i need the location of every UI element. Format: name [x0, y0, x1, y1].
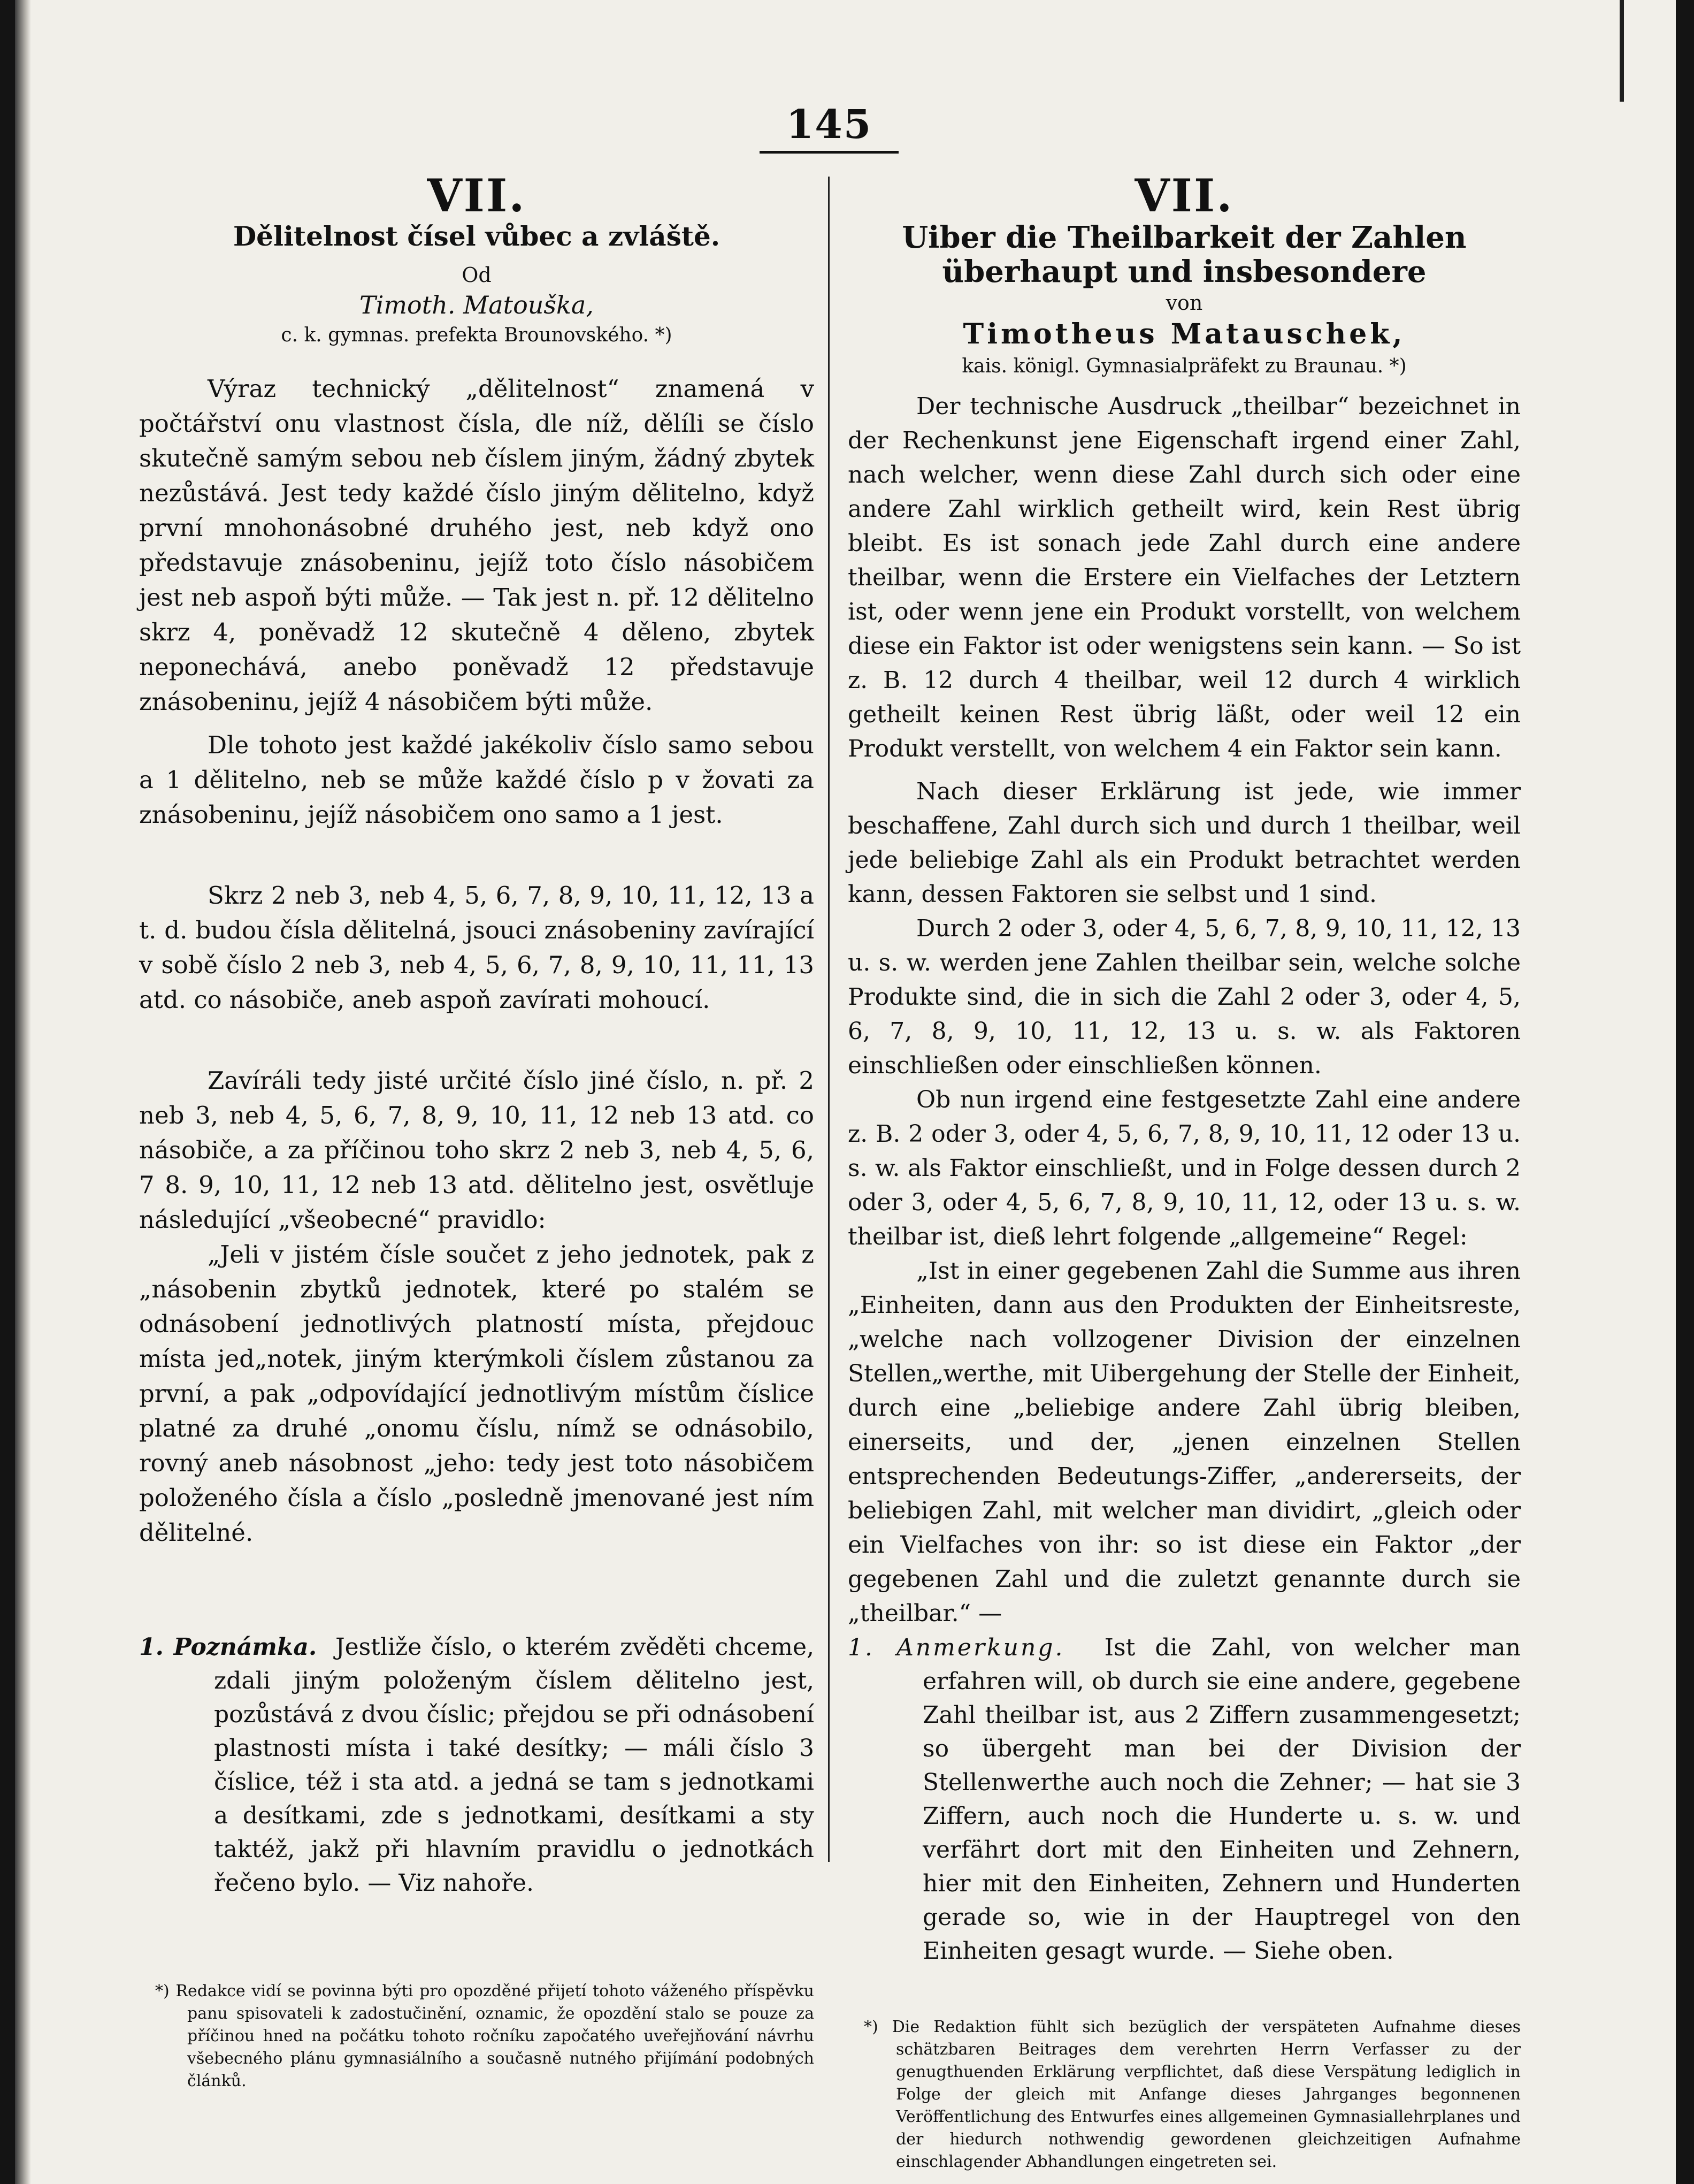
section-number: VII.: [427, 169, 526, 222]
note-text: Ist die Zahl, von welcher man erfahren will, ob durch sie eine andere, gegebene Zahl theilbar ist, aus 2 Ziffern zusammengesetzt; so übergeht man bei der Division der Stellenwerthe auch noch die Zehner; — hat sie 3 Ziffern, auch noch die Hunderte u. s. w. und verfährt dort mit den Einheiten und Zehnern, hier mit den Einheiten, Zehnern und Hunderten gerade so, wie in der Hauptregel von den Einheiten gesagt wurde. — Siehe oben.: [923, 1634, 1521, 1965]
page-number: 145: [786, 102, 872, 148]
rule-quote: „Jeli v jistém čísle součet z jeho jednotek, pak z „násobenin zbytků jednotek, které po stalém se odnásobení jednotlivých platností místa, přejdouc místa jed„notek, jiným kterýmkoli číslem zůstanou za první, a pak „odpovídající jednotlivým místům číslice platné za druhé „onomu číslu, nímž se odnásobilo, rovný aneb násobnost „jeho: tedy jest toto násobičem položeného čísla a číslo „posledně jmenované jest ním dělitelné.: [139, 1240, 814, 1547]
right-column: [848, 171, 1521, 2173]
by-line: von: [1166, 291, 1203, 315]
paragraph: Der technische Ausdruck „theilbar“ bezeichnet in der Rechenkunst jene Eigenschaft irgend einer Zahl, nach welcher, wenn diese Zahl durch sich oder eine andere Zahl wirklich getheilt wird, kein Rest übrig bleibt. Es ist sonach jede Zahl durch eine andere theilbar, wenn die Erstere ein Vielfaches der Letztern ist, oder wenn jene ein Produkt vorstellt, von welchem diese ein Faktor ist oder wenigstens sein kann. — So ist z. B. 12 durch 4 theilbar, weil 12 durch 4 wirklich getheilt keinen Rest übrig läßt, oder weil 12 ein Produkt verstellt, von welchem 4 ein Faktor sein kann.: [848, 393, 1521, 762]
paragraph: Skrz 2 neb 3, neb 4, 5, 6, 7, 8, 9, 10, 11, 12, 13 a t. d. budou čísla dělitelná, jsouci znásobeniny zavírající v sobě číslo 2 neb 3, neb 4, 5, 6, 7, 8, 9, 10, 11, 11, 13 atd. co násobiče, aneb aspoň zavírati mohoucí.: [139, 881, 814, 1014]
column-divider: [828, 177, 830, 1862]
note: [139, 1630, 814, 1900]
paragraph: Výraz technický „dělitelnost“ znamená v počtářství onu vlastnost čísla, dle níž, dělíli se číslo skutečně samým sebou neb číslem jiným, žádný zbytek nezůstává. Jest tedy každé číslo jiným dělitelno, když první mnohonásobné druhého jest, neb když ono představuje znásobeninu, jejíž toto číslo násobičem jest neb aspoň býti může. — Tak jest n. př. 12 dělitelno skrz 4, poněvadž 12 skutečně 4 děleno, zbytek neponechává, anebo poněvadž 12 představuje znásobeninu, jejíž 4 násobičem býti může.: [139, 375, 814, 716]
author-affiliation: c. k. gymnas. prefekta Brounovského. *): [281, 324, 672, 346]
paragraph: Nach dieser Erklärung ist jede, wie immer beschaffene, Zahl durch sich und durch 1 theilbar, weil jede beliebige Zahl als ein Produkt betrachtet werden kann, dessen Faktoren sie selbst und 1 sind.: [848, 778, 1521, 908]
page-number-rule: [760, 151, 899, 154]
note-label: 1. Poznámka.: [139, 1633, 317, 1661]
author-name: Timotheus Matauschek,: [963, 318, 1406, 350]
article-title: Uiber die Theilbarkeit der Zahlen überhaupt und insbesondere: [902, 220, 1467, 289]
note: [848, 1631, 1521, 1968]
by-line: Od: [462, 263, 492, 287]
author-name: Timoth. Matouška,: [359, 291, 594, 319]
note-text: Jestliže číslo, o kterém zvěděti chceme, zdali jiným položeným číslem dělitelno jest, pozůstává z dvou číslic; přejdou se při odnásobení plastnosti místa i také desítky; — máli číslo 3 číslice, též i sta atd. a jedná se tam s jednotkami a desítkami, zde s jednotkami, desítkami a sty taktéž, jakž při hlavním pravidlu o jednotkách řečeno bylo. — Viz nahoře.: [214, 1633, 814, 1897]
left-column: [139, 171, 814, 2093]
binding-edge: [15, 0, 31, 2184]
note-label: 1. Anmerkung.: [848, 1634, 1065, 1661]
footnote: *) Redakce vidí se povinna býti pro opozděné přijetí tohoto váženého příspěvku panu spisovateli k zadostučinění, oznamic, že opozdění stalo se pouze za příčinou hned na počátku tohoto ročníku započatého uveřejňování návrhu všebecného plánu gymnasiálního a současně nutného přijímání podobných článků.: [155, 1982, 814, 2090]
article-title: Dělitelnost čísel vůbec a zvláště.: [233, 220, 720, 252]
rule-quote: „Ist in einer gegebenen Zahl die Summe aus ihren „Einheiten, dann aus den Produkten der Einheitsreste, „welche nach vollzogener Division der einzelnen Stellen„werthe, mit Uibergehung der Stelle der Einheit, durch eine „beliebige andere Zahl übrig bleiben, einerseits, und der, „jenen einzelnen Stellen entsprechenden Bedeutungs-Ziffer, „andererseits, der beliebigen Zahl, mit welcher man dividirt, „gleich oder ein Vielfaches von ihr: so ist diese ein Faktor „der gegebenen Zahl und die zuletzt genannte durch sie „theilbar.“ —: [848, 1257, 1521, 1627]
paragraph: Zavíráli tedy jisté určité číslo jiné číslo, n. př. 2 neb 3, neb 4, 5, 6, 7, 8, 9, 10, 11, 12 neb 13 atd. co násobiče, a za příčinou toho skrz 2 neb 3, neb 4, 5, 6, 7 8. 9, 10, 11, 12 neb 13 atd. dělitelno jest, osvětluje následující „všeobecné“ pravidlo:: [139, 1066, 814, 1234]
section-number: VII.: [1135, 169, 1234, 222]
footnote: *) Die Redaktion fühlt sich bezüglich der verspäteten Aufnahme dieses schätzbaren Beitrages dem verehrten Herrn Verfasser zu der genugthuenden Erklärung verpflichtet, daß diese Verspätung lediglich in Folge der gleich mit Anfange dieses Jahrganges begonnenen Veröffentlichung des Entwurfes eines allgemeinen Gymnasiallehrplanes und der hiedurch nothwendig gewordenen gleichzeitigen Aufnahme einschlagender Abhandlungen eingetreten sei.: [864, 2018, 1521, 2171]
scan-mark: [1620, 0, 1624, 102]
author-affiliation: kais. königl. Gymnasialpräfekt zu Braunau. *): [962, 355, 1407, 377]
paragraph: Durch 2 oder 3, oder 4, 5, 6, 7, 8, 9, 10, 11, 12, 13 u. s. w. werden jene Zahlen theilbar sein, welche solche Produkte sind, die in sich die Zahl 2 oder 3, oder 4, 5, 6, 7, 8, 9, 10, 11, 12, 13 u. s. w. als Faktoren einschließen oder einschließen können.: [848, 915, 1521, 1079]
paragraph: Dle tohoto jest každé jakékoliv číslo samo sebou a 1 dělitelno, neb se může každé číslo p v žovati za znásobeninu, jejíž násobičem ono samo a 1 jest.: [139, 731, 814, 829]
paragraph: Ob nun irgend eine festgesetzte Zahl eine andere z. B. 2 oder 3, oder 4, 5, 6, 7, 8, 9, 10, 11, 12 oder 13 u. s. w. als Faktor einschließt, und in Folge dessen durch 2 oder 3, oder 4, 5, 6, 7, 8, 9, 10, 11, 12, oder 13 u. s. w. theilbar ist, dieß lehrt folgende „allgemeine“ Regel:: [848, 1086, 1521, 1250]
